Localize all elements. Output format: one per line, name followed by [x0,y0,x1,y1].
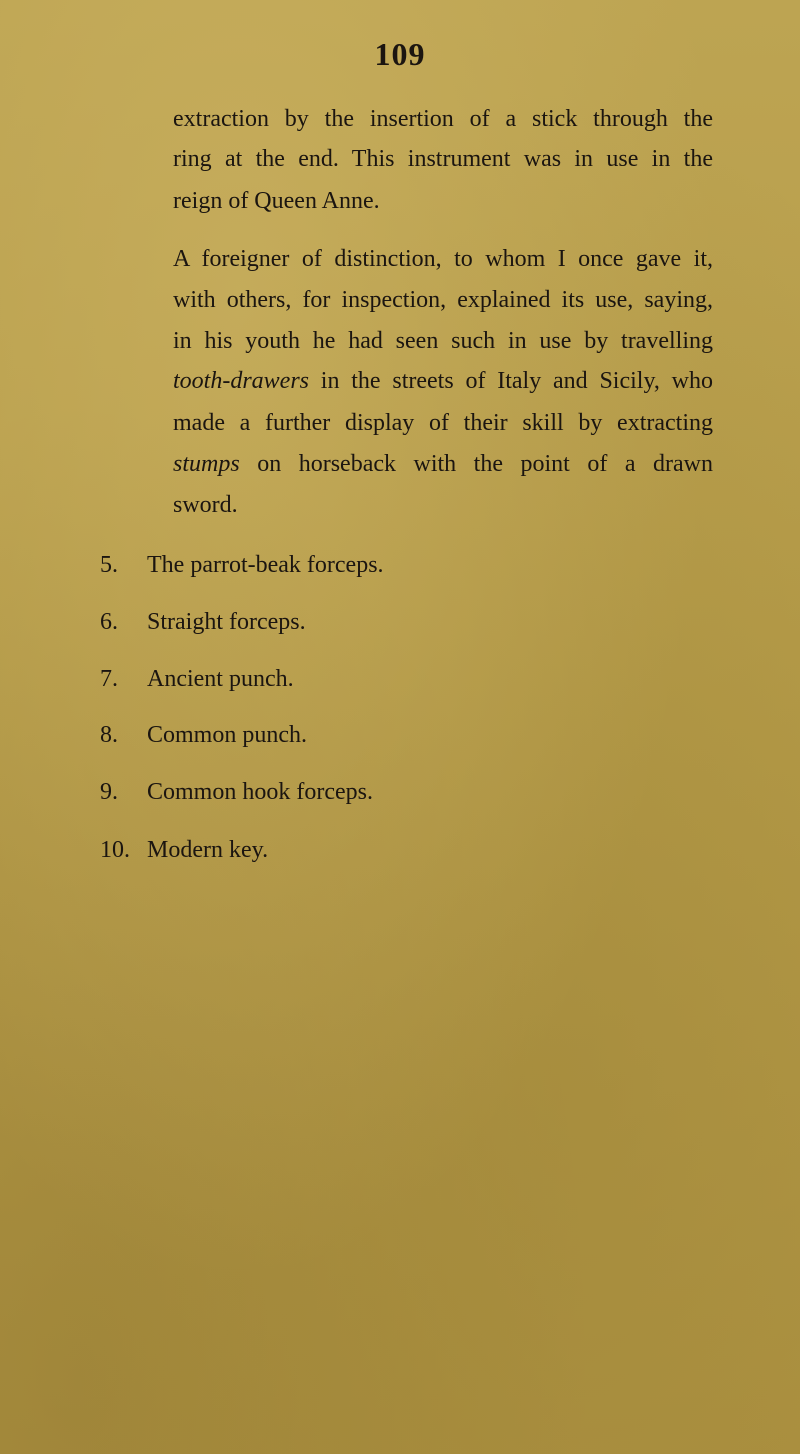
text-line: tooth-drawers in the streets of Italy and Sicily, who [173,368,713,394]
list-label: Common hook forceps. [147,779,373,805]
text-line: ring at the end. This instrument was in use in the [173,146,713,172]
italic-term: tooth-drawers [173,368,310,394]
text-line: made a further display of their skill by extracting [173,410,713,436]
list-number: 8. [100,722,118,748]
text-line: A foreigner of distinction, to whom I once gave it, [173,246,713,272]
list-label: Common punch. [147,722,307,748]
text-line: extraction by the insertion of a stick through the [173,106,713,132]
text-line: reign of Queen Anne. [173,188,380,214]
page-number: 109 [374,36,426,72]
list-label: Modern key. [147,837,269,863]
list-label: Ancient punch. [147,666,294,692]
text-line: with others, for inspection, explained its use, saying, [173,287,713,313]
list-number: 6. [100,609,118,635]
text-line: stumps on horseback with the point of a drawn [173,451,713,477]
list-label: The parrot-beak forceps. [147,552,384,578]
list-number: 7. [100,666,118,692]
list-label: Straight forceps. [147,609,306,635]
italic-term: stumps [173,451,240,477]
text-line: in his youth he had seen such in use by travelling [173,328,713,354]
list-number: 10. [100,837,130,863]
list-number: 5. [100,552,118,578]
text-line: sword. [173,492,238,518]
list-number: 9. [100,779,118,805]
